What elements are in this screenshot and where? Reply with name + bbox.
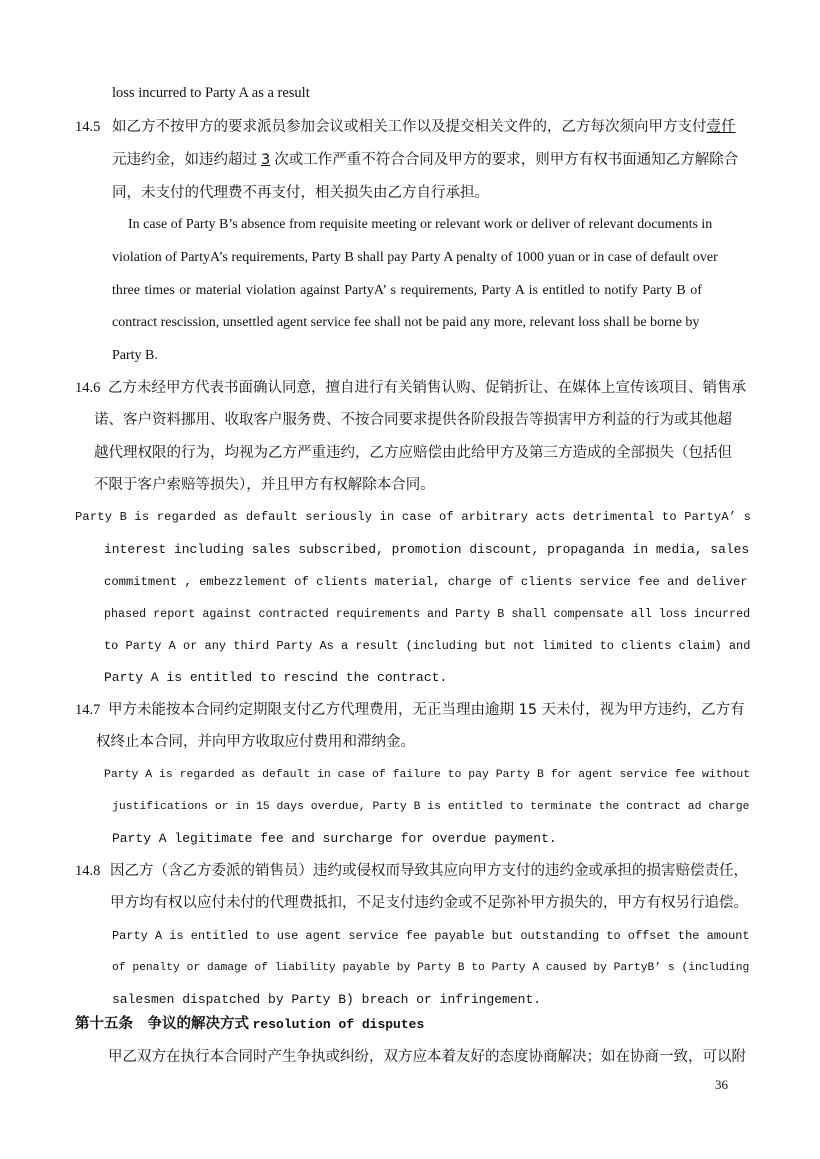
clause-14-5-en-line-4: contract rescission, unsettled agent service fee shall not be paid any more, relevant loss shall be borne by bbox=[112, 315, 700, 330]
clause-14-7-zh-line-1: 甲方未能按本合同约定期限支付乙方代理费用，无正当理由逾期 15 天未付，视为甲方违约，乙方有 bbox=[108, 702, 745, 718]
clause-14-5-en-line-3: three times or material violation against PartyA’ s requirements, Party A is entitled to notify Party B of bbox=[112, 283, 702, 298]
clause-14-6-zh-line-1: 乙方未经甲方代表书面确认同意，擅自进行有关销售认购、促销折让、在媒体上宣传该项目、销售承 bbox=[108, 380, 746, 396]
clause-14-6-en-line-5: to Party A or any third Party As a result (including but not limited to clients claim) and bbox=[104, 639, 751, 653]
clause-number-14-8: 14.8 bbox=[75, 863, 101, 879]
clause-number-14-5: 14.5 bbox=[75, 119, 101, 135]
clause-14-7-en-line-3: Party A legitimate fee and surcharge for overdue payment. bbox=[112, 831, 557, 846]
article-15-heading: 第十五条 争议的解决方式 resolution of disputes bbox=[75, 1016, 425, 1032]
clause-14-6-zh-line-4: 不限于客户索赔等损失），并且甲方有权解除本合同。 bbox=[94, 477, 435, 493]
clause-14-7-zh-line-2: 权终止本合同，并向甲方收取应付费用和滞纳金。 bbox=[96, 734, 415, 750]
clause-14-7-en-line-2: justifications or in 15 days overdue, Party B is entitled to terminate the contract ad charge bbox=[112, 800, 750, 813]
clause-14-6-en-line-6: Party A is entitled to rescind the contract. bbox=[104, 670, 448, 685]
clause-14-6-en-line-2: interest including sales subscribed, promotion discount, propaganda in media, sales bbox=[104, 542, 750, 557]
clause-14-5-en-line-5: Party B. bbox=[112, 348, 158, 363]
count-underlined: 3 bbox=[261, 152, 271, 168]
clause-14-8-zh-line-2: 甲方均有权以应付未付的代理费抵扣，不足支付违约金或不足弥补甲方损失的，甲方有权另行追偿。 bbox=[110, 895, 748, 911]
clause-14-5-zh-line-1: 如乙方不按甲方的要求派员参加会议或相关工作以及提交相关文件的，乙方每次须向甲方支付壹仟 bbox=[112, 119, 736, 135]
amount-underlined: 壹仟 bbox=[706, 119, 736, 135]
clause-14-6-zh-line-2: 诺、客户资料挪用、收取客户服务费、不按合同要求提供各阶段报告等损害甲方利益的行为或其他超 bbox=[94, 412, 732, 428]
clause-14-7-en-line-1: Party A is regarded as default in case of failure to pay Party B for agent service fee without bbox=[104, 768, 751, 781]
clause-14-5-zh-line-3: 同，未支付的代理费不再支付，相关损失由乙方自行承担。 bbox=[112, 185, 489, 201]
clause-14-8-zh-line-1: 因乙方（含乙方委派的销售员）违约或侵权而导致其应向甲方支付的违约金或承担的损害赔偿责任， bbox=[110, 863, 748, 879]
clause-14-6-zh-line-3: 越代理权限的行为，均视为乙方严重违约，乙方应赔偿由此给甲方及第三方造成的全部损失（包括但 bbox=[94, 445, 732, 461]
clause-14-8-en-line-1: Party A is entitled to use agent service fee payable but outstanding to offset the amount bbox=[112, 929, 750, 943]
clause-14-5-en-line-2: violation of PartyA’s requirements, Party B shall pay Party A penalty of 1000 yuan or in case of default over bbox=[112, 250, 718, 265]
page-number: 36 bbox=[715, 1077, 728, 1092]
clause-14-6-en-line-4: phased report against contracted requirements and Party B shall compensate all loss incurred bbox=[104, 607, 751, 621]
article-15-paragraph-line-1: 甲乙双方在执行本合同时产生争执或纠纷，双方应本着友好的态度协商解决；如在协商一致，可以附 bbox=[108, 1049, 746, 1065]
clause-14-6-en-line-3: commitment , embezzlement of clients material, charge of clients service fee and deliver bbox=[104, 575, 748, 589]
clause-14-8-en-line-2: of penalty or damage of liability payable by Party B to Party A caused by PartyB’ s (including bbox=[112, 962, 750, 974]
clause-number-14-7: 14.7 bbox=[75, 702, 101, 718]
clause-number-14-6: 14.6 bbox=[75, 380, 101, 396]
clause-14-5-en-line-1: In case of Party B’s absence from requisite meeting or relevant work or deliver of relevant documents in bbox=[128, 217, 713, 232]
clause-14-5-zh-line-2: 元违约金，如违约超过 3 次或工作严重不符合合同及甲方的要求，则甲方有权书面通知乙方解除合 bbox=[112, 152, 739, 168]
continuation-line: loss incurred to Party A as a result bbox=[112, 85, 310, 101]
clause-14-6-en-line-1: Party B is regarded as default seriously in case of arbitrary acts detrimental to PartyA’ s bbox=[75, 510, 752, 524]
clause-14-8-en-line-3: salesmen dispatched by Party B) breach or infringement. bbox=[112, 992, 542, 1007]
